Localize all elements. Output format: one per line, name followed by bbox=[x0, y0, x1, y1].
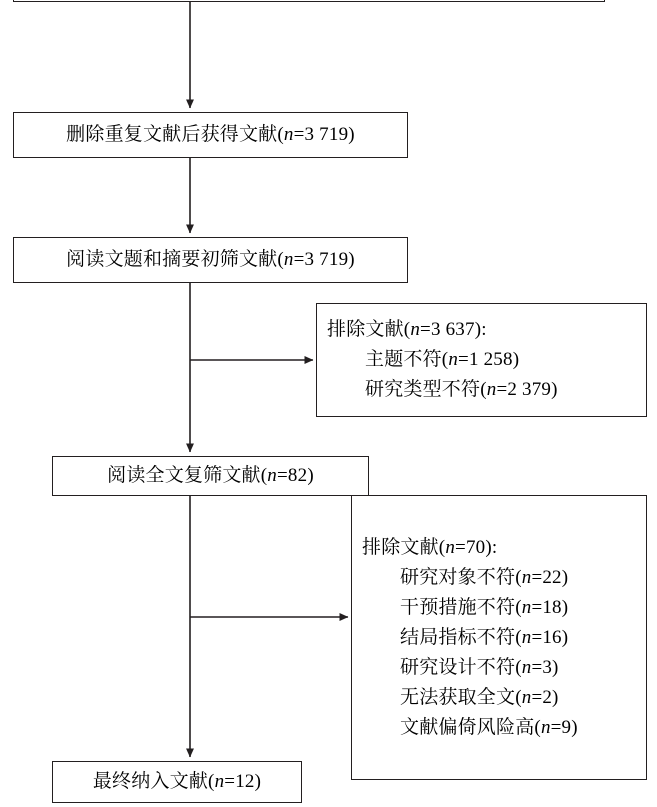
node-excluded-2-line-1: 排除文献(n=70): bbox=[362, 536, 498, 558]
node-dedup-line-1: 删除重复文献后获得文献(n=3 719) bbox=[66, 124, 355, 145]
node-excluded-2-line-3: 干预措施不符(n=18) bbox=[400, 596, 569, 618]
node-excluded-1-line-2: 主题不符(n=1 258) bbox=[365, 349, 520, 370]
node-included-studies bbox=[52, 761, 302, 803]
node-dedup bbox=[13, 112, 408, 158]
node-excluded-2-line-6: 无法获取全文(n=2) bbox=[400, 686, 559, 708]
node-excluded-2-line-4: 结局指标不符(n=16) bbox=[400, 626, 569, 648]
node-excluded-2-line-7: 文献偏倚风险高(n=9) bbox=[400, 716, 578, 738]
node-excluded-records-1 bbox=[316, 303, 647, 417]
node-excluded-2-line-5: 研究设计不符(n=3) bbox=[400, 656, 559, 678]
node-excluded-2-line-2: 研究对象不符(n=22) bbox=[400, 566, 569, 588]
node-excluded-1-line-3: 研究类型不符(n=2 379) bbox=[365, 379, 558, 400]
node-excluded-records-2 bbox=[351, 495, 647, 780]
node-title-abstract-screening bbox=[13, 237, 408, 283]
top-partial-box bbox=[13, 0, 605, 2]
node-fulltext-screening bbox=[52, 456, 369, 496]
node-title-abstract-screening-line-1: 阅读文题和摘要初筛文献(n=3 719) bbox=[66, 249, 355, 270]
node-fulltext-screening-line-1: 阅读全文复筛文献(n=82) bbox=[107, 465, 314, 486]
node-excluded-1-line-1: 排除文献(n=3 637): bbox=[327, 319, 487, 340]
node-included-studies-line-1: 最终纳入文献(n=12) bbox=[92, 771, 262, 792]
